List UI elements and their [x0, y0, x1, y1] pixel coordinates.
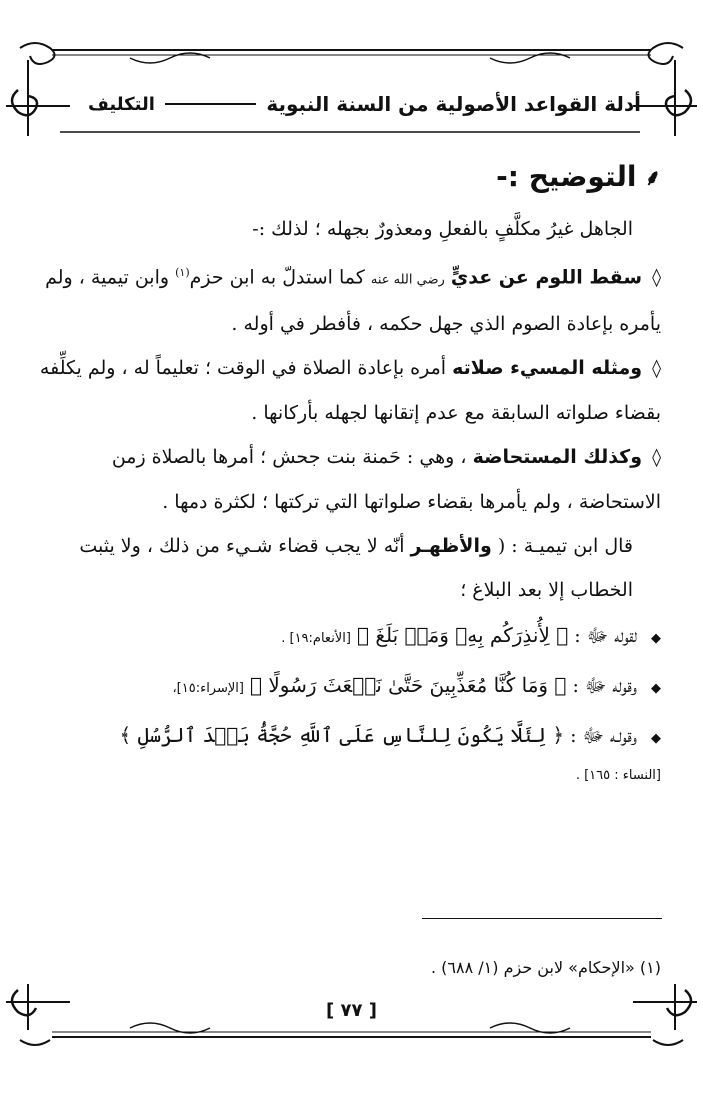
diamond-marker-icon: ◆: [651, 731, 661, 747]
verse-text: ﴿ لِئَلَّا يَكُونَ لِلنَّاسِ عَلَى ٱللَّهِ حُجَّةُۢ بَعۡدَ ٱلرُّسُلِ ﴾: [119, 723, 565, 748]
footnote: [431, 958, 661, 977]
verse-reference: [الإسراء:١٥]،: [172, 681, 244, 697]
footnote-text: «الإحكام» لابن حزم (١/ ٦٨٨) .: [430, 958, 635, 977]
footnote-number: (١): [639, 958, 661, 977]
diamond-marker-icon: ◆: [651, 681, 661, 697]
verse-text: ﴿ لِأُنذِرَكُم بِهِۦ وَمَنۢ بَلَغَ ﴾: [356, 623, 569, 648]
list-item: [38, 251, 661, 346]
quote-paragraph: [38, 524, 661, 612]
diamond-bullet-icon: ◊: [652, 267, 661, 289]
item-text: ، وهي : حَمنة بنت جحش ؛ أمرها بالصلاة زمن الاستحاضة ، ولم يأمرها بقضاء صلواتها التي تركتها ؛ لكثرة دمها .: [111, 446, 661, 514]
verse-prefix: لقوله ﷻ :: [568, 625, 637, 648]
header-dash: [165, 103, 256, 105]
verse-line: [38, 612, 661, 662]
verse-prefix: وقوله ﷻ :: [566, 675, 637, 698]
diamond-bullet-icon: ◊: [652, 447, 661, 469]
heading-text: التوضيح :-: [496, 160, 637, 193]
list-item: [38, 346, 661, 435]
book-title: أدلة القواعد الأصولية من السنة النبوية: [266, 92, 641, 116]
footnote-mark[interactable]: (١): [175, 266, 190, 279]
page-number: [ ٧٧ ]: [326, 1000, 377, 1021]
verse-text: ﴿ وَمَا كُنَّا مُعَذِّبِينَ حَتَّىٰ نَبۡعَثَ رَسُولًا ﴾: [250, 673, 567, 698]
honorific: رضي الله عنه: [370, 272, 445, 288]
bold-term: ومثله المسيء صلاته: [452, 357, 643, 380]
footnote-separator: [422, 918, 662, 919]
verse-reference: [الأنعام:١٩] .: [281, 631, 351, 647]
diamond-bullet-icon: ◊: [652, 358, 661, 380]
top-ornament: [0, 40, 703, 140]
quote-text: أنّه لا يجب قضاء شـيء من ذلك ، ولا يثبت الخطاب إلا بعد البلاغ ؛: [79, 535, 633, 602]
quote-intro: قال ابن تيميـة : (: [491, 535, 633, 558]
bold-term: سقط اللوم عن عديٍّ: [450, 266, 643, 289]
running-header: [88, 92, 641, 116]
verse-line: [38, 712, 661, 762]
main-content: [38, 160, 661, 788]
item-text: أمره بإعادة الصلاة في الوقت ؛ تعليماً له ، ولم يكلِّفه بقضاء صلواته السابقة مع عدم إتقانها لجهله بأركانها .: [39, 357, 661, 425]
verse-prefix: وقولـه ﷻ :: [564, 725, 637, 748]
ornament-icon: ⸙: [644, 165, 661, 191]
list-item: [38, 435, 661, 524]
item-text: وابن تيمية ، ولم يأمره بإعادة الصوم الذي جهل حكمه ، فأفطر في أوله .: [45, 266, 661, 336]
bold-term: وكذلك المستحاضة: [472, 446, 643, 469]
intro-paragraph: الجاهل غيرُ مكلَّفٍ بالفعلِ ومعذورٌ بجهله ؛ لذلك :-: [252, 218, 633, 240]
verse-line: [38, 662, 661, 712]
item-text: كما استدلّ به ابن حزم: [189, 266, 371, 289]
diamond-marker-icon: ◆: [651, 631, 661, 647]
quote-bold: والأظهـر: [410, 535, 492, 558]
section-heading: [38, 160, 661, 193]
verse-reference: [النساء : ١٦٥] .: [575, 768, 661, 784]
chapter-title: التكليف: [88, 93, 155, 115]
